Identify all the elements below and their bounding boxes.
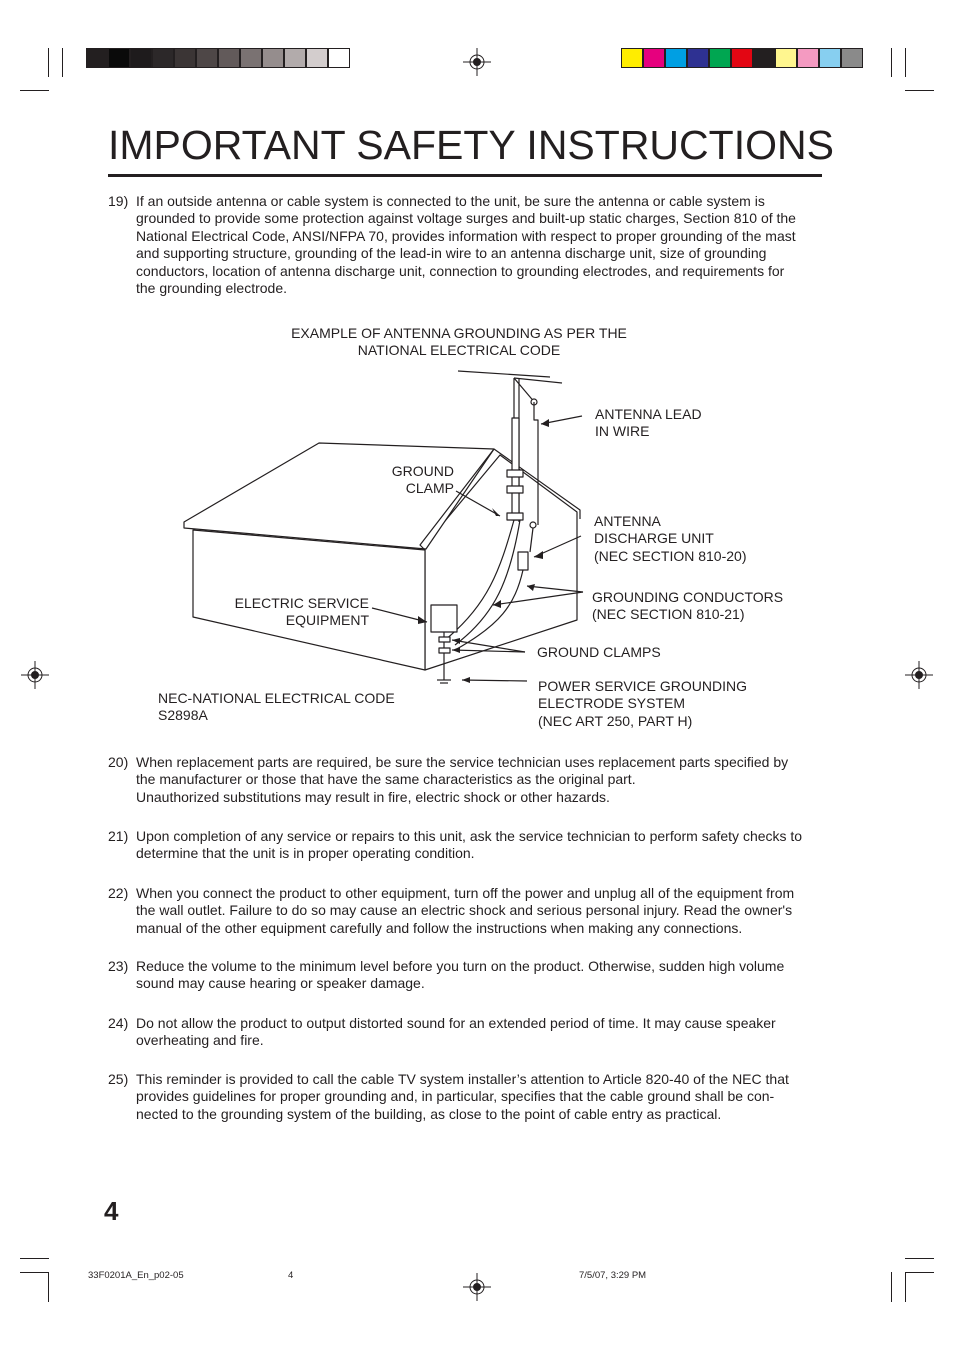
page-title: IMPORTANT SAFETY INSTRUCTIONS <box>108 122 834 168</box>
label-ground-clamps: GROUND CLAMPS <box>537 644 661 660</box>
label-grounding-conductors: GROUNDING CONDUCTORS (NEC SECTION 810-21) <box>592 589 784 623</box>
item-text: Reduce the volume to the minimum level before you turn on the product. Otherwise, sudden high volume sound may cause hearing or speaker damage. <box>136 958 785 992</box>
item-text: When replacement parts are required, be sure the service technician uses replacement parts specified by the manufacturer or those that have the same characteristics as the original part. Unauthorized substitutions may result in fire, electric shock or other hazards. <box>136 754 789 805</box>
item-text: Do not allow the product to output distorted sound for an extended period of time. It may cause speaker overheating and fire. <box>136 1015 776 1049</box>
item-text: When you connect the product to other equipment, turn off the power and unplug all of the equipment from the wall outlet. Failure to do so may cause an electric shock and serious personal injury. Read the owner's manual of the other equipment carefully and follow the instructions when making any connections. <box>136 885 795 936</box>
electric-service-equipment <box>431 605 457 632</box>
page-number: 4 <box>104 1196 119 1226</box>
label-electric-service: ELECTRIC SERVICE EQUIPMENT <box>234 595 369 629</box>
antenna-discharge-unit <box>518 552 528 570</box>
label-nec-code: NEC-NATIONAL ELECTRICAL CODE S2898A <box>158 690 395 724</box>
instruction-item-23 <box>108 958 830 993</box>
item-number: 24) <box>108 1015 129 1031</box>
footer-timestamp: 7/5/07, 3:29 PM <box>579 1270 647 1281</box>
label-ground-clamp: GROUND CLAMP <box>391 463 454 497</box>
instruction-item-22 <box>108 885 830 937</box>
item-number: 23) <box>108 958 129 974</box>
diagram-caption: EXAMPLE OF ANTENNA GROUNDING AS PER THE NATIONAL ELECTRICAL CODE <box>291 325 627 359</box>
label-discharge-unit: ANTENNA DISCHARGE UNIT (NEC SECTION 810-20) <box>594 513 747 564</box>
item-number: 21) <box>108 828 129 844</box>
item-number: 20) <box>108 754 129 770</box>
footer-page: 4 <box>288 1270 294 1281</box>
label-power-service: POWER SERVICE GROUNDING ELECTRODE SYSTEM (NEC ART 250, PART H) <box>538 678 747 729</box>
instruction-item-24 <box>108 1015 830 1050</box>
item-number: 22) <box>108 885 129 901</box>
instruction-item-25 <box>108 1071 830 1123</box>
label-antenna-lead: ANTENNA LEAD IN WIRE <box>595 406 702 440</box>
item-number: 19) <box>108 193 129 209</box>
footer-filename: 33F0201A_En_p02-05 <box>88 1270 184 1281</box>
item-text: If an outside antenna or cable system is connected to the unit, be sure the antenna or cable system is grounded to provide some protection against voltage surges and built-up static charges, Section 810 of the National Electrical Code, ANSI/NFPA 70, provides information with respect to proper grounding of the mast and supporting structure, grounding of the lead-in wire to an antenna discharge unit, size of grounding conductors, location of antenna discharge unit, connection to grounding electrodes, and requirements for the grounding electrode. <box>136 193 796 297</box>
item-text: Upon completion of any service or repairs to this unit, ask the service technician to perform safety checks to determine that the unit is in proper operating condition. <box>136 828 803 862</box>
instruction-item-20 <box>108 754 830 806</box>
instruction-item-21 <box>108 828 830 863</box>
item-text: This reminder is provided to call the cable TV system installer’s attention to Article 820-40 of the NEC that provides guidelines for proper grounding and, in particular, specifies that the cable ground shall be con- nected to the grounding system of the building, as close to the point of cable entry as practical. <box>136 1071 789 1122</box>
item-number: 25) <box>108 1071 129 1087</box>
